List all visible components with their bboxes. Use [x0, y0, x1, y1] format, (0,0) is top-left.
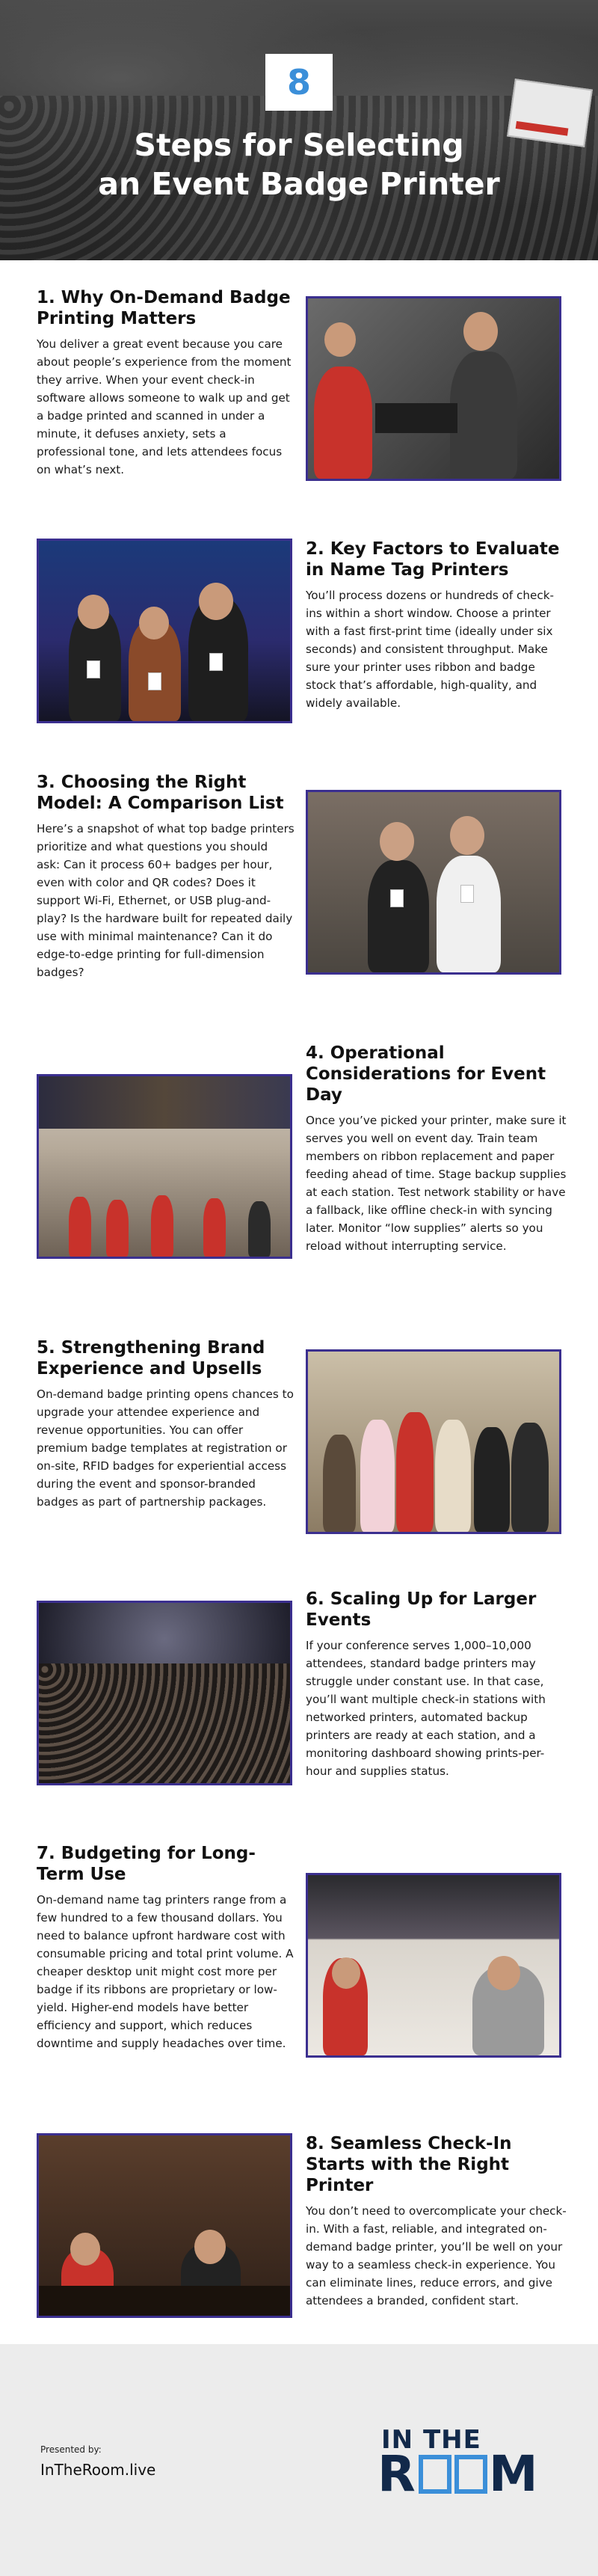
section-4-photo [37, 1074, 292, 1259]
site-link[interactable]: InTheRoom.live [40, 2461, 156, 2479]
hero-title-line2: an Event Badge Printer [98, 166, 500, 202]
section-1-text [37, 287, 295, 479]
logo-square-icon [454, 2455, 487, 2494]
brand-logo [377, 2447, 540, 2501]
logo-letter-r: R [377, 2445, 417, 2503]
section-3-body: Here’s a snapshot of what top badge printers prioritize and what questions you should ask: Can it process 60+ badges per hour, even with color and QR codes? Does it support Wi-Fi, Ethernet, or USB plug-and-play? Is the hardware built for repeated daily use with minimal maintenance? Can it do edge-to-edge printing for full-dimension badges? [37, 822, 295, 979]
hero-title-line1: Steps for Selecting [134, 127, 464, 163]
logo-text-top: IN THE [381, 2425, 481, 2455]
section-8-body: You don’t need to overcomplicate your check-in. With a fast, reliable, and integrated on-demand badge printer, you’ll be well on your way to a seamless check-in experience. You can eliminate lines, reduce errors, and give attendees a branded, confident start. [306, 2204, 567, 2307]
hero-number: 8 [286, 62, 311, 102]
section-4-text [306, 1043, 567, 1255]
section-7-text [37, 1843, 295, 2052]
logo-letter-m: M [488, 2445, 540, 2503]
section-6-text [306, 1589, 567, 1780]
section-5-photo [306, 1349, 561, 1534]
hero-title [0, 126, 598, 203]
section-6-title: 6. Scaling Up for Larger Events [306, 1589, 537, 1630]
section-8-photo [37, 2133, 292, 2318]
section-7-body: On-demand name tag printers range from a few hundred to a few thousand dollars. You need to balance upfront hardware cost with consumable pricing and total print volume. A cheaper desktop unit might cost more per badge if its ribbons are proprietary or low-yield. Higher-end models have better efficiency and support, which reduces downtime and supply headaches over time. [37, 1893, 294, 2050]
section-3-title: 3. Choosing the Right Model: A Comparison List [37, 773, 284, 813]
section-7-title: 7. Budgeting for Long-Term Use [37, 1844, 256, 1884]
section-5-text [37, 1337, 295, 1511]
section-4-body: Once you’ve picked your printer, make sure it serves you well on event day. Train team members on ribbon replacement and paper feeding ahead of time. Stage backup supplies at each station. Test network stability or have a fallback, like offline check-in with syncing later. Monitor “low supplies” alerts so you reload without interrupting service. [306, 1114, 567, 1253]
presented-by-label: Presented by: [40, 2444, 102, 2455]
section-8-text [306, 2133, 567, 2310]
section-2-photo [37, 539, 292, 723]
section-5-title: 5. Strengthening Brand Experience and Upsells [37, 1338, 265, 1379]
section-5-body: On-demand badge printing opens chances to upgrade your attendee experience and revenue opportunities. You can offer premium badge templates at registration or on-site, RFID badges for experiential access during the event and sponsor-branded badges as part of partnership packages. [37, 1387, 294, 1509]
hero-banner [0, 0, 598, 260]
section-3-text [37, 772, 295, 981]
section-7-photo [306, 1873, 561, 2058]
section-6-body: If your conference serves 1,000–10,000 attendees, standard badge printers may struggle under constant use. In that case, you’ll want multiple check-in stations with networked printers, automated backup printers are ready at each station, and a monitoring dashboard showing prints-per-hour and supplies status. [306, 1639, 546, 1778]
section-1-body: You deliver a great event because you care about people’s experience from the moment they arrive. When your event check-in software allows someone to walk up and get a badge printed and scanned in under a minute, it defuses anxiety, sets a professional tone, and lets attendees focus on what’s next. [37, 337, 292, 476]
section-2-body: You’ll process dozens or hundreds of check-ins within a short window. Choose a printer with a fast first-print time (ideally under six seconds) and consistent throughput. Make sure your printer uses ribbon and badge stock that’s affordable, high-quality, and widely available. [306, 589, 555, 710]
section-6-photo [37, 1601, 292, 1785]
section-1-photo [306, 296, 561, 481]
section-3-photo [306, 790, 561, 975]
section-2-title: 2. Key Factors to Evaluate in Name Tag Printers [306, 539, 560, 580]
section-1-title: 1. Why On-Demand Badge Printing Matters [37, 288, 291, 328]
logo-square-icon [419, 2455, 451, 2494]
hero-number-badge [265, 54, 333, 111]
section-2-text [306, 539, 567, 712]
section-4-title: 4. Operational Considerations for Event Day [306, 1043, 546, 1105]
section-8-title: 8. Seamless Check-In Starts with the Right Printer [306, 2134, 512, 2195]
